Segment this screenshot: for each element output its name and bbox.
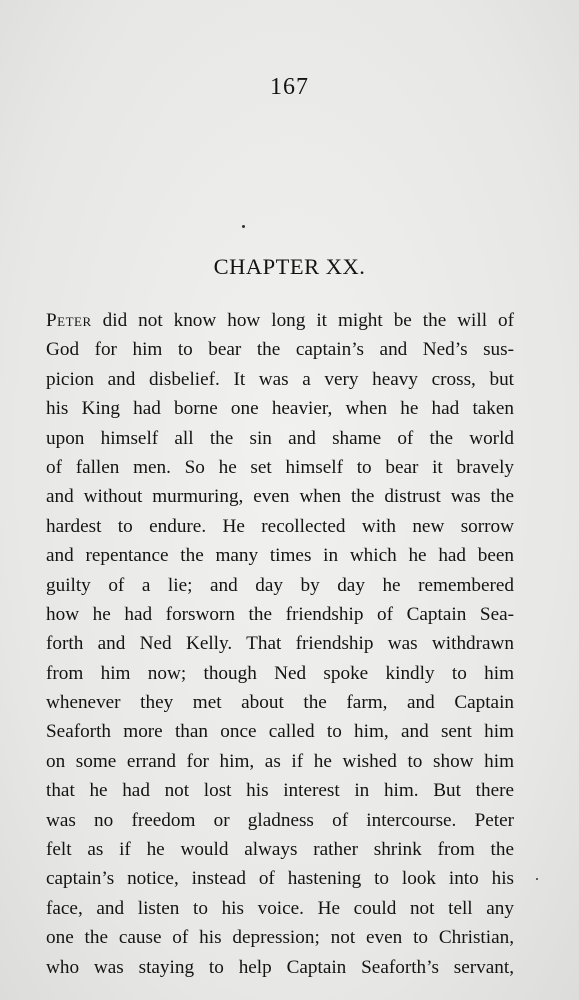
ink-speck (536, 878, 538, 880)
text-line: Peter did not know how long it might be the will of (46, 310, 514, 331)
text-line: his King had borne one heavier, when he had taken (46, 398, 514, 420)
text-line: who was staying to help Captain Seaforth’s servant, (46, 956, 514, 978)
text-line: was no freedom or gladness of intercourse. Peter (46, 809, 514, 831)
opening-word: Peter (46, 310, 92, 331)
text-line: felt as if he would always rather shrink from the (46, 839, 514, 861)
page-number: 167 (270, 74, 309, 100)
text-line: one the cause of his depression; not even to Christian, (46, 927, 514, 949)
text-line: of fallen men. So he set himself to bear it bravely (46, 456, 514, 478)
text-line: captain’s notice, instead of hastening to look into his (46, 868, 514, 890)
text-line: picion and disbelief. It was a very heavy cross, but (46, 368, 514, 390)
text-line: God for him to bear the captain’s and Ned’s sus- (46, 339, 514, 361)
text-line: and repentance the many times in which he had been (46, 545, 514, 567)
text-line: face, and listen to his voice. He could not tell any (46, 897, 514, 919)
text-line: from him now; though Ned spoke kindly to him (46, 662, 514, 684)
ink-speck (242, 225, 245, 228)
text-line: that he had not lost his interest in him. But there (46, 780, 514, 802)
chapter-heading: CHAPTER XX. (213, 254, 366, 279)
text-line: and without murmuring, even when the distrust was the (46, 486, 514, 508)
body-text (46, 306, 514, 982)
text-line: upon himself all the sin and shame of the world (46, 427, 514, 449)
text-line: forth and Ned Kelly. That friendship was withdrawn (46, 633, 514, 655)
text-line: guilty of a lie; and day by day he remembered (46, 574, 514, 596)
text-line: whenever they met about the farm, and Captain (46, 692, 514, 714)
text-line: hardest to endure. He recollected with new sorrow (46, 515, 514, 537)
text-line: Seaforth more than once called to him, and sent him (46, 721, 514, 743)
text-line: on some errand for him, as if he wished to show him (46, 750, 514, 772)
text-line: how he had forsworn the friendship of Captain Sea- (46, 603, 514, 625)
